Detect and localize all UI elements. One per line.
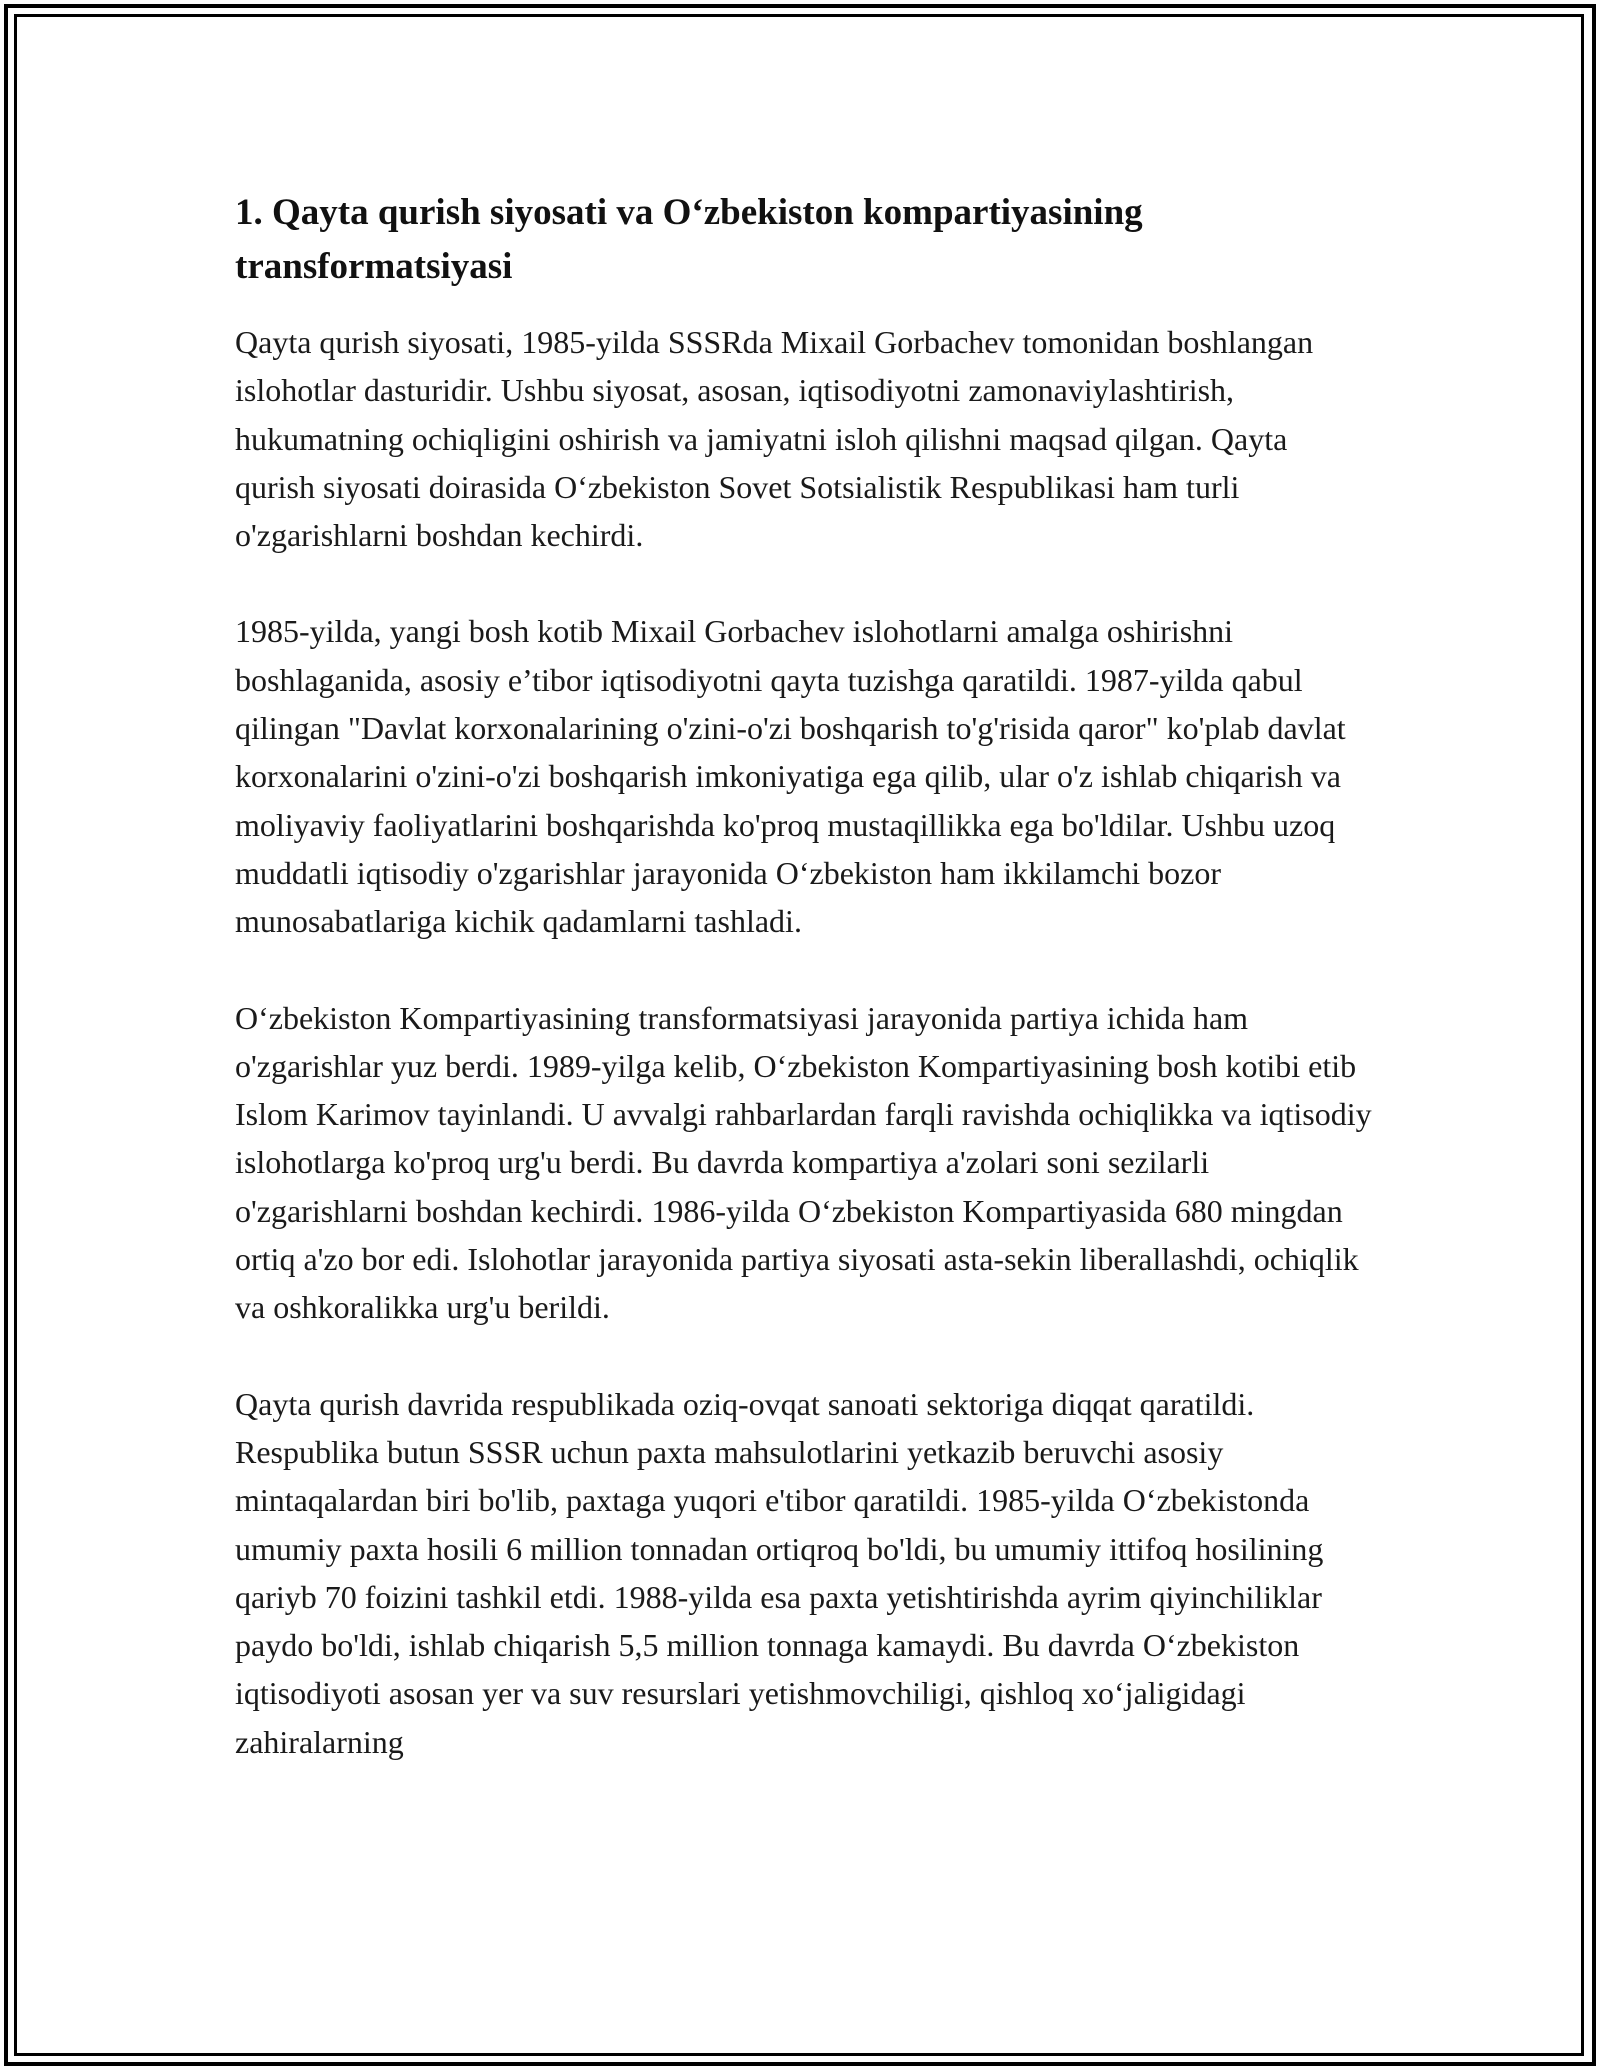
document-body <box>235 186 1375 1814</box>
paragraph-1: Qayta qurish siyosati, 1985-yilda SSSRda Mixail Gorbachev tomonidan boshlangan islohotlar dasturidir. Ushbu siyosat, asosan, iqtisodiyotni zamonaviylashtirish, hukumatning ochiqligini oshirish va jamiyatni isloh qilishni maqsad qilgan. Qayta qurish siyosati doirasida O‘zbekiston Sovet Sotsialistik Respublikasi ham turli o'zgarishlarni boshdan kechirdi. <box>235 324 1314 554</box>
paragraph-4: Qayta qurish davrida respublikada oziq-ovqat sanoati sektoriga diqqat qaratildi. Respublika butun SSSR uchun paxta mahsulotlarini yetkazib beruvchi asosiy mintaqalardan biri bo'lib, paxtaga yuqori e'tibor qaratildi. 1985-yilda O‘zbekistonda umumiy paxta hosili 6 million tonnadan ortiqroq bo'ldi, bu umumiy ittifoq hosilining qariyb 70 foizini tashkil etdi. 1988-yilda esa paxta yetishtirishda ayrim qiyinchiliklar paydo bo'ldi, ishlab chiqarish 5,5 million tonnaga kamaydi. Bu davrda O‘zbekiston iqtisodiyoti asosan yer va suv resurslari yetishmovchiligi, qishloq xo‘jaligidagi zahiralarning <box>235 1385 1324 1760</box>
paragraph-2: 1985-yilda, yangi bosh kotib Mixail Gorbachev islohotlarni amalga oshirishni boshlaganida, asosiy e’tibor iqtisodiyotni qayta tuzishga qaratildi. 1987-yilda qabul qilingan "Davlat korxonalarining o'zini-o'zi boshqarish to'g'risida qaror" ko'plab davlat korxonalarini o'zini-o'zi boshqarish imkoniyatiga ega qilib, ular o'z ishlab chiqarish va moliyaviy faoliyatlarini boshqarishda ko'proq mustaqillikka ega bo'ldilar. Ushbu uzoq muddatli iqtisodiy o'zgarishlar jarayonida O‘zbekiston ham ikkilamchi bozor munosabatlariga kichik qadamlarni tashladi. <box>235 613 1346 940</box>
section-heading: 1. Qayta qurish siyosati va O‘zbekiston kompartiyasining transformatsiyasi <box>235 192 1143 287</box>
paragraph-3: O‘zbekiston Kompartiyasining transformatsiyasi jarayonida partiya ichida ham o'zgarishlar yuz berdi. 1989-yilga kelib, O‘zbekiston Kompartiyasining bosh kotibi etib Islom Karimov tayinlandi. U avvalgi rahbarlardan farqli ravishda ochiqlikka va iqtisodiy islohotlarga ko'proq urg'u berdi. Bu davrda kompartiya a'zolari soni sezilarli o'zgarishlarni boshdan kechirdi. 1986-yilda O‘zbekiston Kompartiyasida 680 mingdan ortiq a'zo bor edi. Islohotlar jarayonida partiya siyosati asta-sekin liberallashdi, ochiqlik va oshkoralikka urg'u berildi. <box>235 999 1372 1326</box>
